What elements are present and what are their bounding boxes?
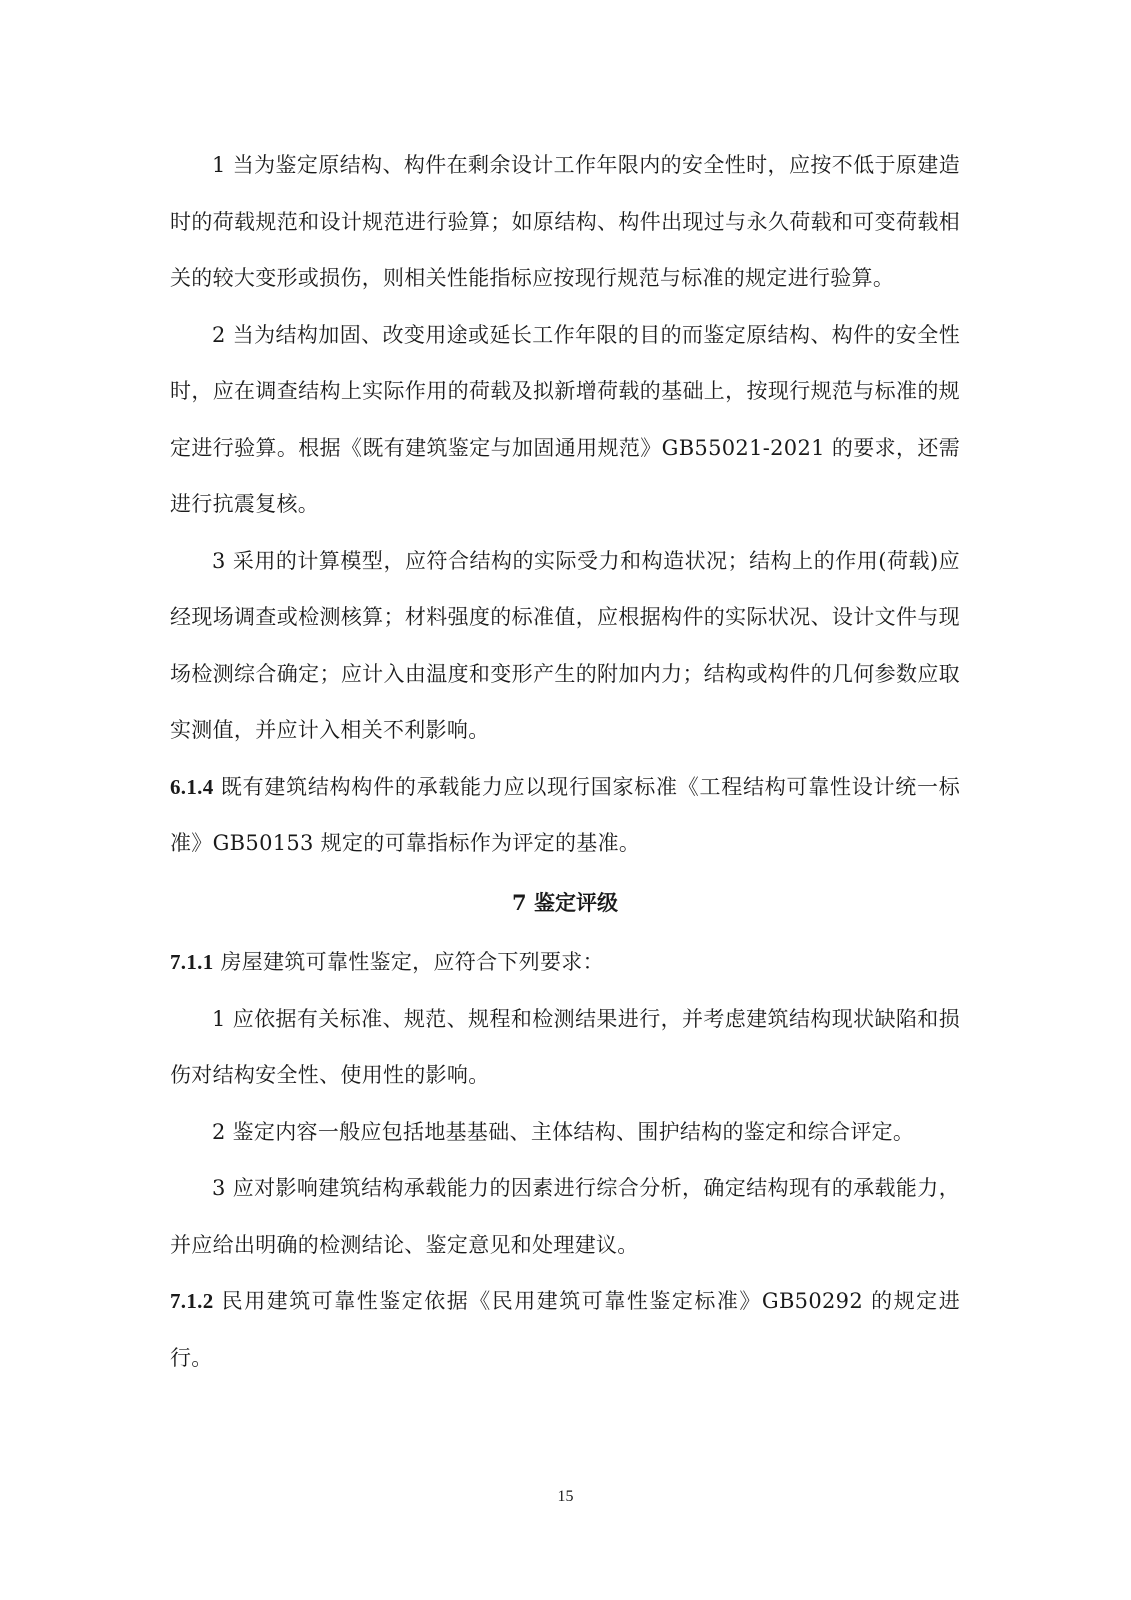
- clause-text: 既有建筑结构构件的承载能力应以现行国家标准《工程结构可靠性设计统一标准》GB50153 规定的可靠指标作为评定的基准。: [170, 774, 960, 855]
- item-1-paragraph: 1 当为鉴定原结构、构件在剩余设计工作年限内的安全性时，应按不低于原建造时的荷载规范和设计规范进行验算；如原结构、构件出现过与永久荷载和可变荷载相关的较大变形或损伤，则相关性能指标应按现行规范与标准的规定进行验算。: [170, 153, 960, 290]
- chapter-title: 7 鉴定评级: [512, 889, 618, 915]
- item-3-paragraph: 3 采用的计算模型，应符合结构的实际受力和构造状况；结构上的作用(荷载)应经现场调查或检测核算；材料强度的标准值，应根据构件的实际状况、设计文件与现场检测综合确定；应计入由温度和变形产生的附加内力；结构或构件的几何参数应取实测值，并应计入相关不利影响。: [170, 548, 960, 742]
- item-2-paragraph: 2 鉴定内容一般应包括地基基础、主体结构、围护结构的鉴定和综合评定。: [212, 1119, 915, 1144]
- clause-number: 7.1.1: [170, 950, 214, 974]
- page-number: 15: [557, 1488, 574, 1505]
- clause-6-1-4: [170, 759, 960, 872]
- clause-text: 房屋建筑可靠性鉴定，应符合下列要求：: [213, 950, 604, 974]
- clause-number: 6.1.4: [170, 774, 214, 799]
- clause-text: 民用建筑可靠性鉴定依据《民用建筑可靠性鉴定标准》GB50292 的规定进行。: [170, 1289, 960, 1370]
- item-2-paragraph: 2 当为结构加固、改变用途或延长工作年限的目的而鉴定原结构、构件的安全性时，应在调查结构上实际作用的荷载及拟新增荷载的基础上，按现行规范与标准的规定进行验算。根据《既有建筑鉴定与加固通用规范》GB55021-2021 的要求，还需进行抗震复核。: [170, 322, 960, 516]
- page-body: [170, 137, 960, 1386]
- clause-7-1-2: [170, 1273, 960, 1386]
- clause-number: 7.1.2: [170, 1289, 214, 1313]
- item-3-paragraph: 3 应对影响建筑结构承载能力的因素进行综合分析，确定结构现有的承载能力，并应给出明确的检测结论、鉴定意见和处理建议。: [170, 1176, 960, 1257]
- item-1-paragraph: 1 应依据有关标准、规范、规程和检测结果进行，并考虑建筑结构现状缺陷和损伤对结构安全性、使用性的影响。: [170, 1006, 960, 1087]
- clause-7-1-1: [170, 934, 960, 991]
